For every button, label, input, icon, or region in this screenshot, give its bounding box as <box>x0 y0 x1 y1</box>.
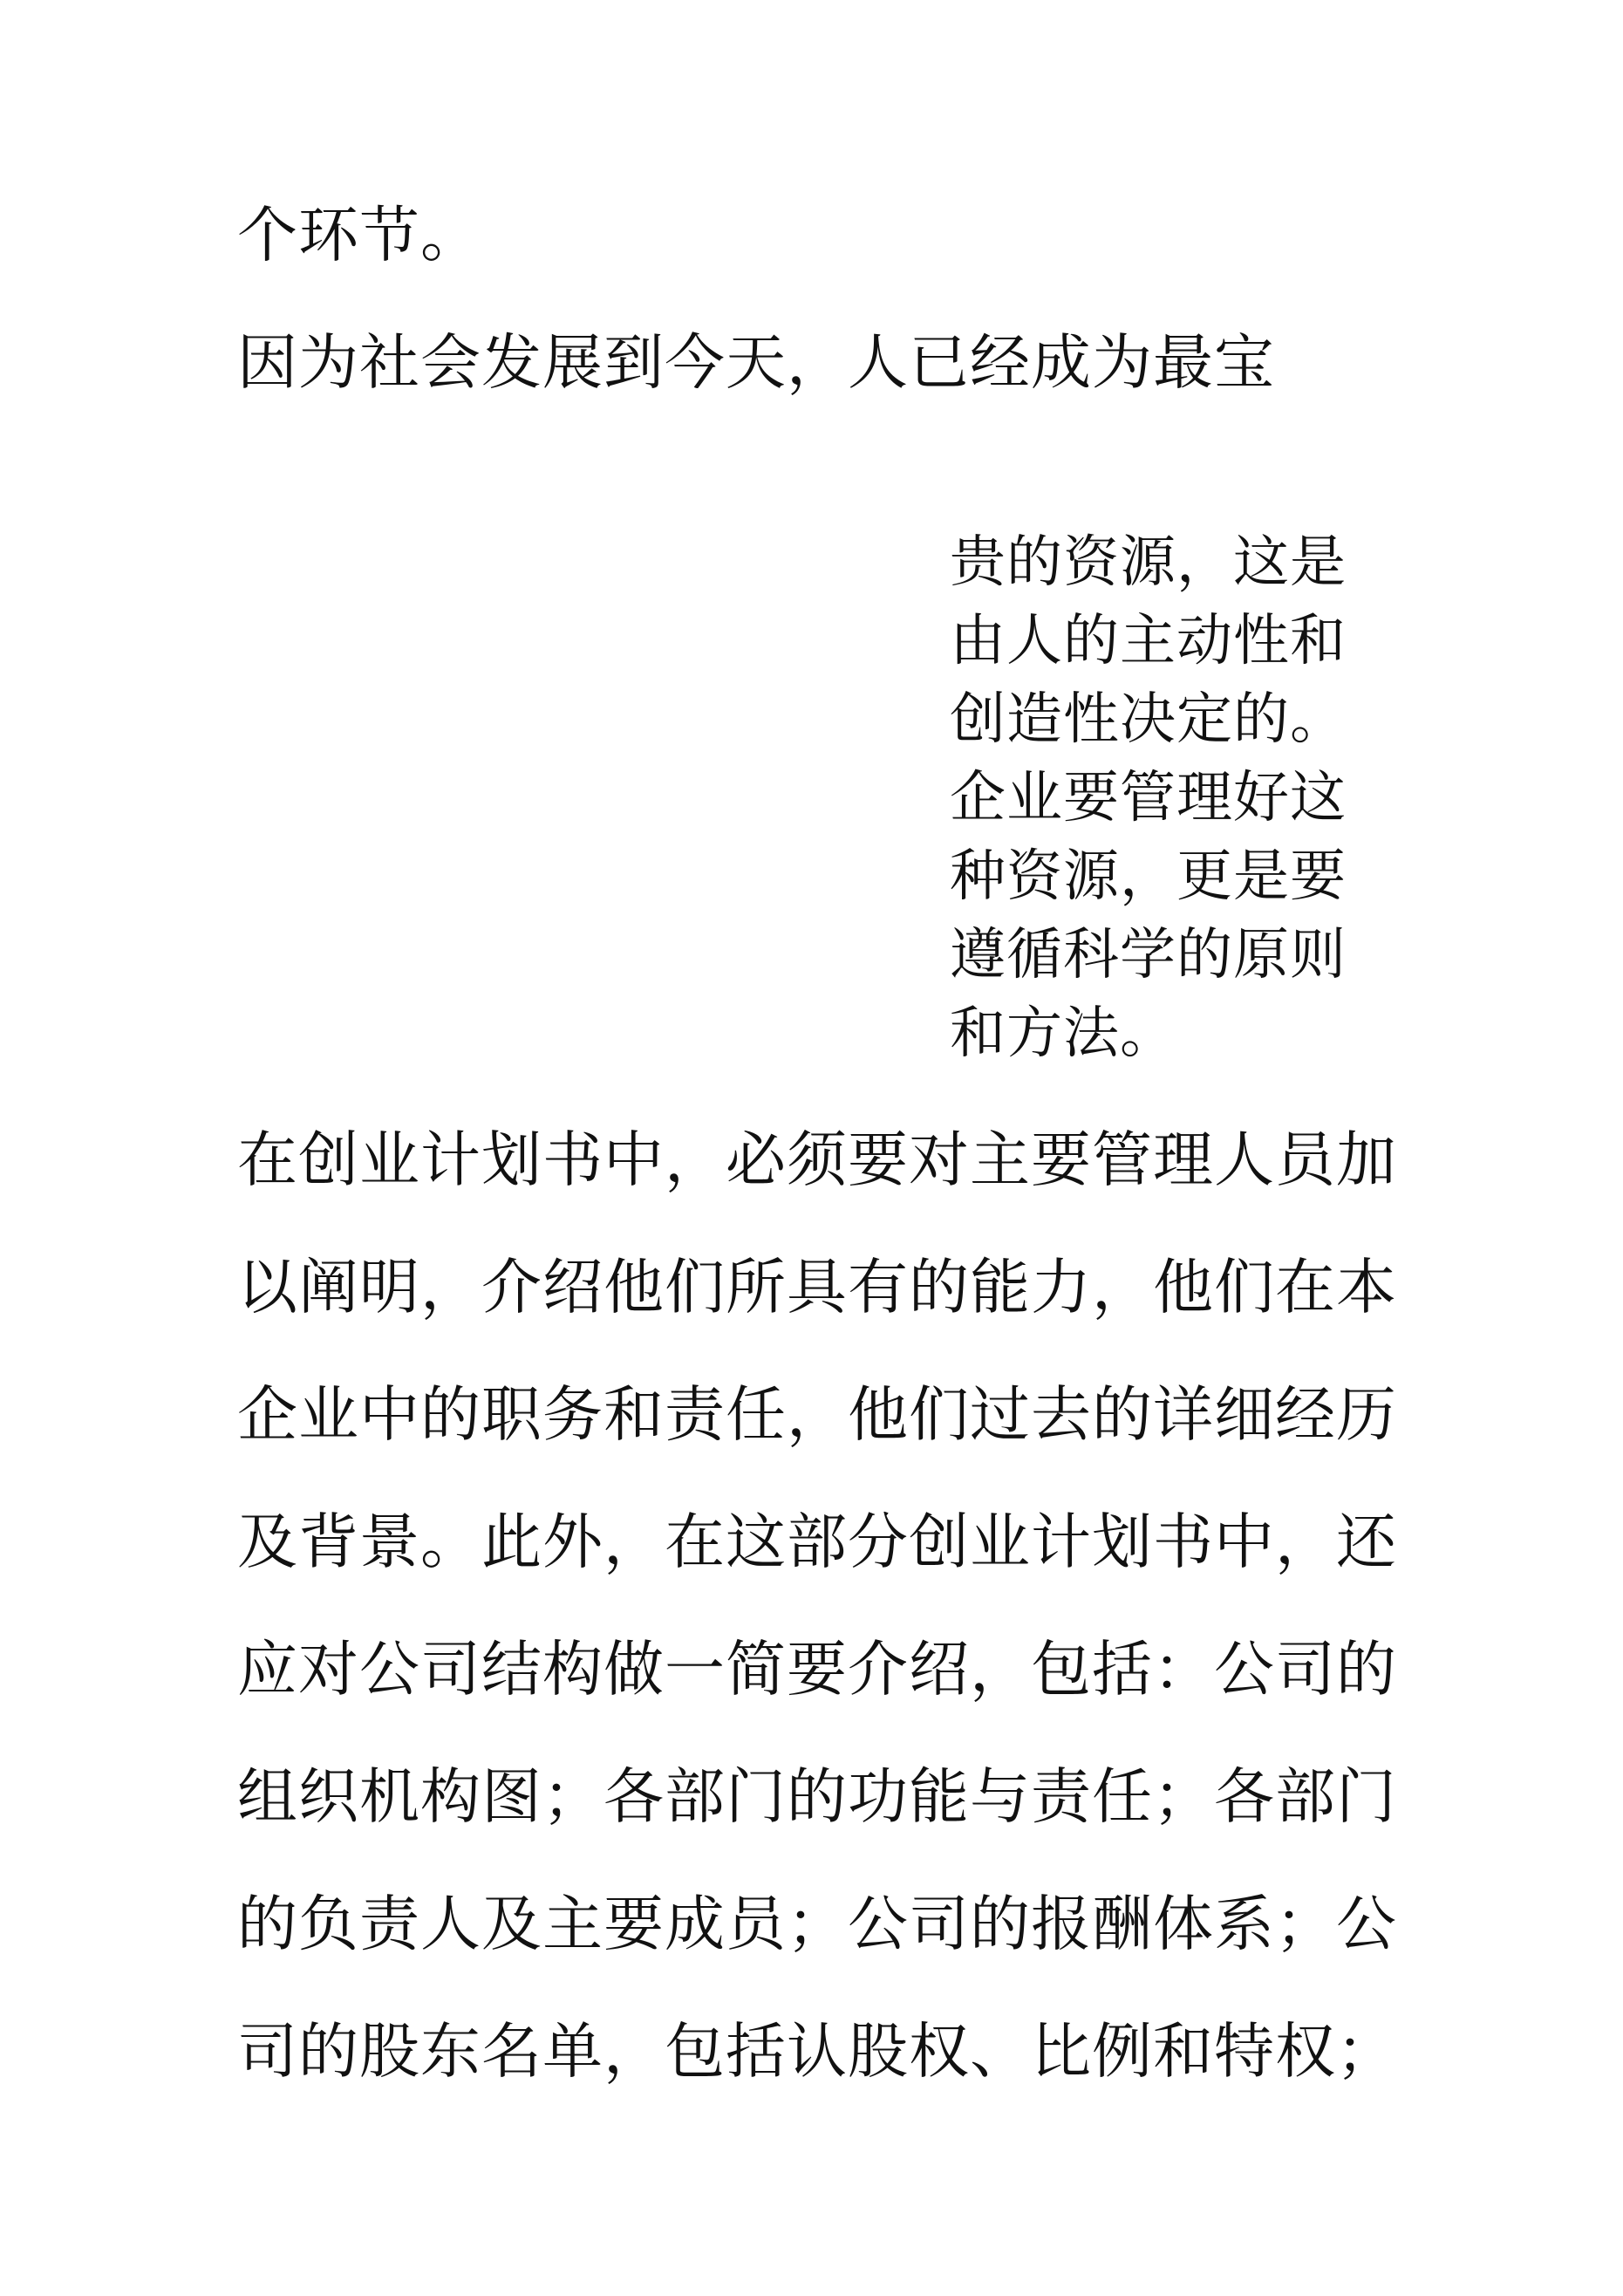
paragraph-line: 企业中的职务和责任，他们过去的详细经历 <box>237 1380 1397 1450</box>
column-text-line: 贵的资源，这是 <box>950 530 1347 595</box>
paragraph-line: 在创业计划书中，必须要对主要管理人员加 <box>237 1125 1397 1195</box>
paragraph-line: 及背景。此外，在这部分创业计划书中，还 <box>237 1507 1397 1577</box>
paragraph-line: 司的股东名单，包括认股权、比例和特权； <box>237 2017 1397 2087</box>
column-text-line: 由人的主动性和 <box>950 609 1347 673</box>
paragraph-line: 个环节。 <box>237 201 481 270</box>
column-text-line: 创造性决定的。 <box>950 687 1347 752</box>
column-text-line: 企业要管理好这 <box>950 766 1347 830</box>
paragraph-line: 应对公司结构做一简要介绍，包括：公司的 <box>237 1635 1397 1705</box>
paragraph-line: 组织机构图；各部门的功能与责任；各部门 <box>237 1762 1397 1832</box>
paragraph-line: 以阐明，介绍他们所具有的能力，他们在本 <box>237 1253 1397 1322</box>
paragraph-line: 的负责人及主要成员；公司的报酬体系；公 <box>237 1889 1397 1959</box>
column-text-line: 种资源，更是要 <box>950 844 1347 909</box>
paragraph-line: 因为社会发展到今天，人已经成为最宝 <box>237 328 1275 398</box>
column-text-line: 遵循科学的原则 <box>950 923 1347 987</box>
column-text-line: 和方法。 <box>950 1001 1176 1066</box>
